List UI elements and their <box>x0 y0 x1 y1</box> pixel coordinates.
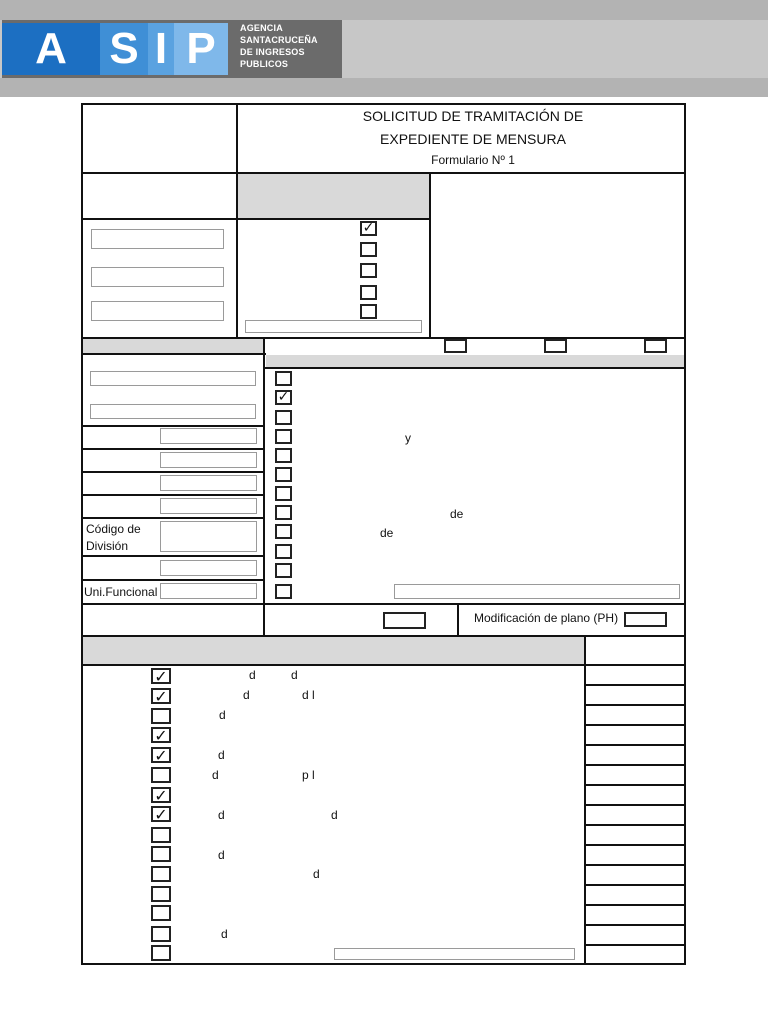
section-c-checkbox-12[interactable] <box>151 886 171 902</box>
section-c-fragment: p l <box>302 768 315 782</box>
section-a-checkbox-1[interactable]: ✓ <box>360 221 377 236</box>
section-b-checkbox-6[interactable] <box>275 467 292 482</box>
form-subtitle: Formulario Nº 1 <box>431 153 515 167</box>
section-c-fragment: d <box>291 668 298 682</box>
section-b-checkbox-4[interactable] <box>275 429 292 444</box>
section-b-left-row-line <box>81 448 265 450</box>
section-b-bottom <box>81 603 686 605</box>
section-c-header-gray <box>83 637 584 664</box>
section-c-fragment: d <box>218 748 225 762</box>
section-a-checkbox-2[interactable] <box>360 242 377 257</box>
logo-letter-a: A <box>2 23 100 75</box>
section-c-checkbox-2[interactable]: ✓ <box>151 688 171 704</box>
section-c-fragment: d <box>219 708 226 722</box>
agency-line: DE INGRESOS <box>240 47 305 57</box>
section-a-header-gray <box>238 174 429 219</box>
section-c-checkbox-3[interactable] <box>151 708 171 724</box>
section-c-right-row-line <box>584 684 686 686</box>
section-c-right-row-line <box>584 904 686 906</box>
section-b-left-header-gray <box>83 339 264 353</box>
codigo-division-label-line1: Código de <box>86 522 141 536</box>
section-b-fragment-y: y <box>405 431 411 445</box>
section-c-checkbox-7[interactable]: ✓ <box>151 787 171 803</box>
section-a-field-3[interactable] <box>91 301 224 321</box>
modificacion-label: Modificación de plano (PH) <box>474 611 619 625</box>
section-b-other-field[interactable] <box>394 584 680 599</box>
section-c-checkbox-9[interactable] <box>151 827 171 843</box>
section-b-field-5[interactable] <box>160 475 257 491</box>
section-b-right-hline <box>264 367 686 369</box>
section-b-checkbox-1[interactable] <box>275 371 292 386</box>
form-title-line2: EXPEDIENTE DE MENSURA <box>380 131 566 147</box>
section-c-fragment: d <box>212 768 219 782</box>
section-b-fragment-de: de <box>380 526 394 540</box>
section-b-checkbox-3[interactable] <box>275 410 292 425</box>
section-a-hline <box>81 218 431 220</box>
section-b-left-row-line <box>81 517 265 519</box>
section-a-checkbox-3[interactable] <box>360 263 377 278</box>
section-b-left-hline <box>81 353 266 355</box>
section-c-checkbox-10[interactable] <box>151 846 171 862</box>
section-b-checkbox-11[interactable] <box>275 563 292 578</box>
section-c-checkbox-13[interactable] <box>151 905 171 921</box>
section-b-left-row-line <box>81 555 265 557</box>
section-b-fragment-de: de <box>450 507 464 521</box>
logo-letter-i: I <box>148 23 174 75</box>
section-c-other-field[interactable] <box>334 948 575 960</box>
section-c-checkbox-14[interactable] <box>151 926 171 942</box>
section-b-checkbox-9[interactable] <box>275 524 292 539</box>
section-b-header-checkbox-3[interactable] <box>644 339 667 353</box>
section-c-fragment: d <box>243 688 250 702</box>
section-c-fragment: d <box>313 867 320 881</box>
agency-line: AGENCIA <box>240 23 283 33</box>
section-c-right-row-line <box>584 804 686 806</box>
section-c-checkbox-1[interactable]: ✓ <box>151 668 171 684</box>
section-b-field-1[interactable] <box>90 371 256 386</box>
uni-funcional-label: Uni.Funcional <box>84 585 158 599</box>
section-a-other-field[interactable] <box>245 320 422 333</box>
section-c-vdivider <box>584 637 586 964</box>
section-b-checkbox-2[interactable]: ✓ <box>275 390 292 405</box>
section-c-right-row-line <box>584 924 686 926</box>
section-a-divider <box>429 172 431 338</box>
section-c-checkbox-4[interactable]: ✓ <box>151 727 171 743</box>
section-b-checkbox-10[interactable] <box>275 544 292 559</box>
section-c-right-row-line <box>584 704 686 706</box>
section-c-right-row-line <box>584 944 686 946</box>
section-c-fragment: d <box>221 927 228 941</box>
section-a-checkbox-4[interactable] <box>360 285 377 300</box>
section-c-right-row-line <box>584 864 686 866</box>
agency-name <box>240 22 340 70</box>
agency-line: SANTACRUCEÑA <box>240 35 318 45</box>
section-c-right-row-line <box>584 844 686 846</box>
section-c-right-row-line <box>584 784 686 786</box>
logo-letter-s: S <box>100 23 148 75</box>
modificacion-vdivider <box>457 603 459 637</box>
section-c-fragment: d <box>218 808 225 822</box>
modificacion-left-checkbox[interactable] <box>383 612 426 629</box>
section-b-left-row-line <box>81 579 265 581</box>
section-c-header-line <box>81 664 686 666</box>
agency-line: PUBLICOS <box>240 59 289 69</box>
section-b-left-row-line <box>81 471 265 473</box>
section-a-field-1[interactable] <box>91 229 224 249</box>
section-b-field-7[interactable] <box>160 560 257 576</box>
section-b-checkbox-5[interactable] <box>275 448 292 463</box>
section-b-vdivider <box>263 337 265 636</box>
section-c-right-row-line <box>584 824 686 826</box>
section-b-header-checkbox-1[interactable] <box>444 339 467 353</box>
form-title-line1: SOLICITUD DE TRAMITACIÓN DE <box>362 108 584 124</box>
section-b-field-2[interactable] <box>90 404 256 419</box>
section-b-left-row-line <box>81 425 265 427</box>
section-c-checkbox-15[interactable] <box>151 945 171 961</box>
section-c-checkbox-11[interactable] <box>151 866 171 882</box>
section-a-checkbox-5[interactable] <box>360 304 377 319</box>
section-c-fragment: d l <box>302 688 315 702</box>
section-b-field-6[interactable] <box>160 498 257 514</box>
section-b-field-3[interactable] <box>160 428 257 444</box>
section-b-header-checkbox-2[interactable] <box>544 339 567 353</box>
codigo-division-label-line2: División <box>86 539 129 553</box>
section-c-fragment: d <box>249 668 256 682</box>
section-c-fragment: d <box>331 808 338 822</box>
section-c-checkbox-6[interactable] <box>151 767 171 783</box>
section-b-field-4[interactable] <box>160 452 257 468</box>
section-c-right-row-line <box>584 764 686 766</box>
section-c-fragment: d <box>218 848 225 862</box>
modificacion-checkbox[interactable] <box>624 612 667 627</box>
asip-logo <box>2 20 342 78</box>
section-b-checkbox-8[interactable] <box>275 505 292 520</box>
section-c-right-row-line <box>584 884 686 886</box>
section-c-right-row-line <box>584 744 686 746</box>
uni-funcional-field[interactable] <box>160 583 257 599</box>
section-c-checkbox-8[interactable]: ✓ <box>151 806 171 822</box>
section-a-field-2[interactable] <box>91 267 224 287</box>
section-c-right-row-line <box>584 724 686 726</box>
codigo-division-field[interactable] <box>160 521 257 552</box>
section-b-checkbox-7[interactable] <box>275 486 292 501</box>
section-b-checkbox-12[interactable] <box>275 584 292 599</box>
section-c-checkbox-5[interactable]: ✓ <box>151 747 171 763</box>
section-b-left-row-line <box>81 494 265 496</box>
logo-letter-p: P <box>174 23 228 75</box>
